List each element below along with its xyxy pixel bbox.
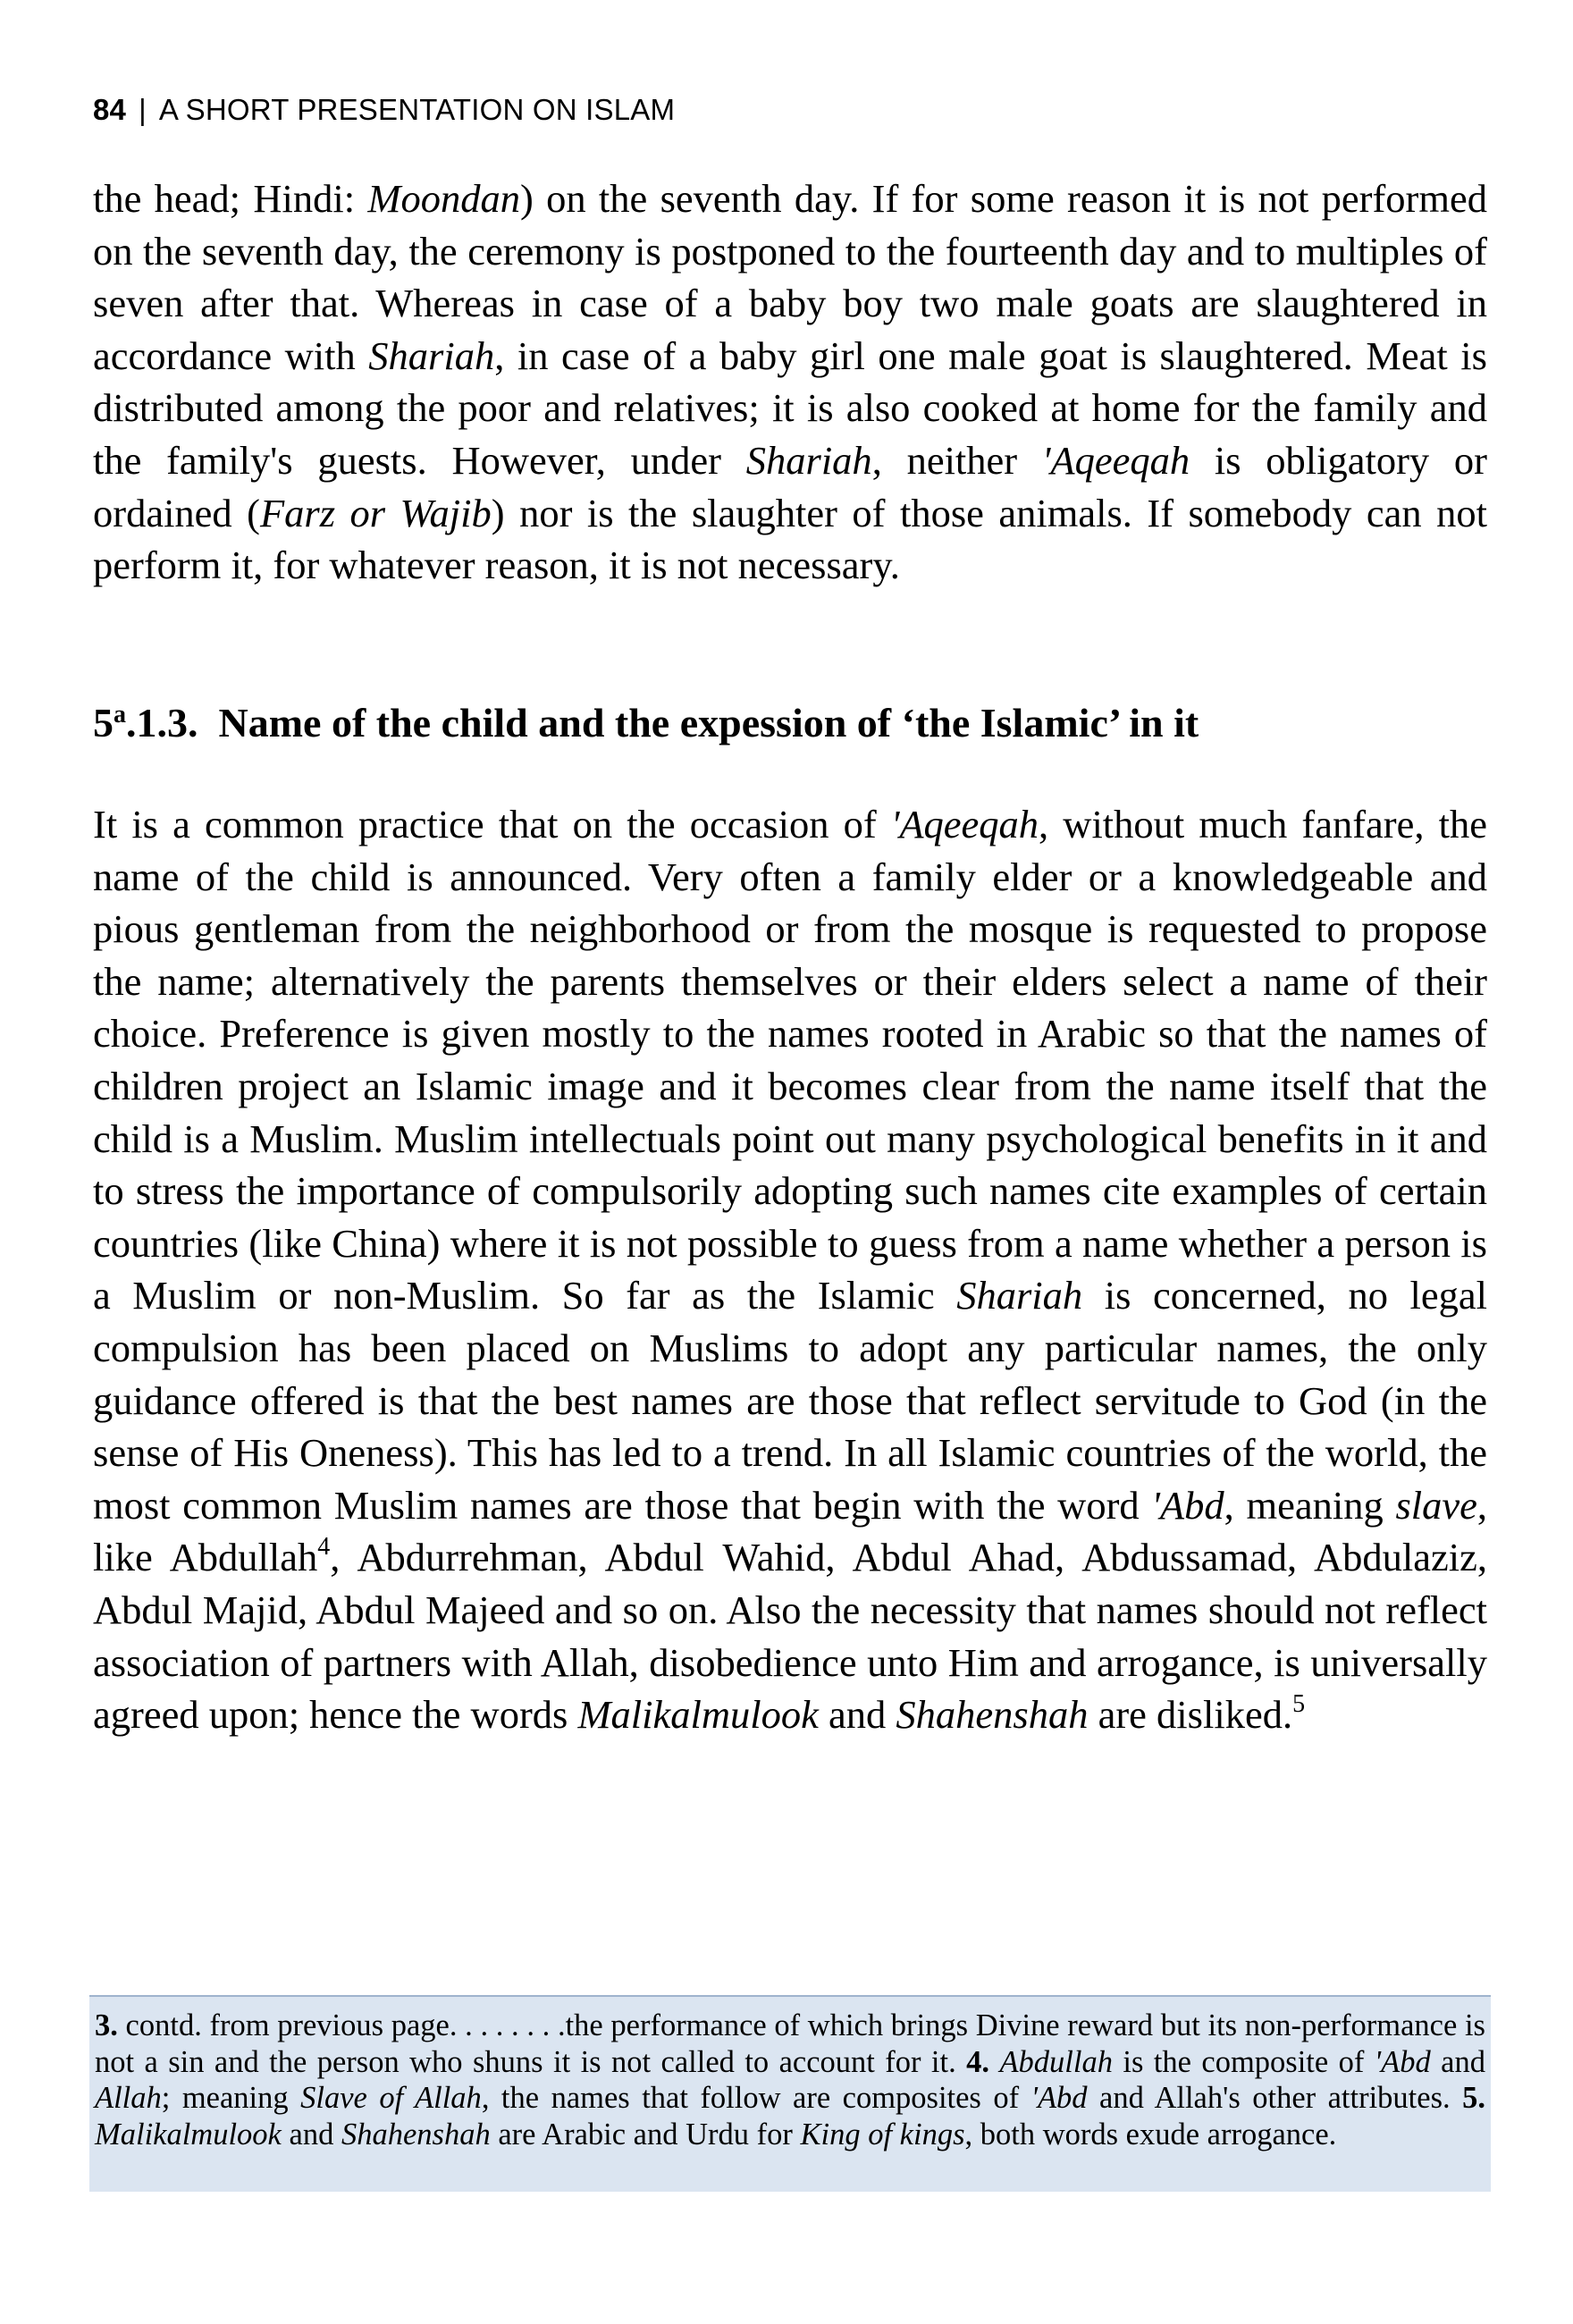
- text: are disliked.: [1088, 1692, 1293, 1738]
- text: , like Abdullah: [93, 1482, 1487, 1580]
- italic-term: 'Abd: [1030, 2081, 1088, 2116]
- footnote-text: , both words exude arrogance.: [964, 2117, 1337, 2151]
- text: and: [818, 1692, 896, 1738]
- italic-term: 'Aqeeqah: [1041, 437, 1190, 483]
- italic-term: Abdullah: [999, 2044, 1113, 2079]
- text: , Abdurrehman, Abdul Wahid, Abdul Ahad, Abdussamad, Abdulaziz, Abdul Majid, Abdul Majeed and so on. Also the necessity that names should not reflect association of partners with Allah, disobedience unto Him and arrogance, is universally agreed upon; hence the words: [93, 1535, 1487, 1738]
- text: the head; Hindi:: [93, 176, 368, 221]
- section-number-rest: .1.3.: [126, 700, 198, 745]
- italic-term: Malikalmulook: [577, 1692, 819, 1738]
- italic-term: 'Abd: [1151, 1482, 1224, 1528]
- footnote-number-3: 3.: [95, 2008, 118, 2042]
- footnote-text: and Allah's other attributes.: [1087, 2081, 1463, 2116]
- footnote-text: [989, 2045, 999, 2079]
- italic-term: Slave of Allah: [300, 2081, 482, 2116]
- text: is obligatory or ordained (: [93, 437, 1487, 535]
- section-heading: [93, 697, 1199, 749]
- footnote-ref-4: 4: [317, 1533, 331, 1562]
- text: , neither: [871, 437, 1042, 483]
- footnote-number-4: 4.: [966, 2044, 990, 2079]
- section-number-superscript: a: [114, 701, 126, 728]
- paragraph-child-name: [93, 798, 1487, 1741]
- italic-term: Shahenshah: [341, 2117, 491, 2151]
- italic-term: Moondan: [367, 176, 520, 221]
- italic-term: King of kings: [800, 2117, 965, 2151]
- footnote-text: and: [1430, 2044, 1485, 2079]
- section-title: Name of the child and the expession of ‘the Islamic’ in it: [218, 700, 1199, 745]
- text: , without much fanfare, the name of the child is announced. Very often a family elder or a knowledgeable and pious gentleman from the neighborhood or from the mosque is requested to propose the name; alternatively the parents themselves or their elders select a name of their choice. Preference is given mostly to the names rooted in Arabic so that the names of children project an Islamic image and it becomes clear from the name itself that the child is a Muslim. Muslim intellectuals point out many psychological benefits in it and to stress the importance of compulsorily adopting such names cite examples of certain countries (like China) where it is not possible to guess from a name whether a person is a Muslim or non-Muslim. So far as the Islamic: [93, 802, 1487, 1318]
- footnote-text: contd. from previous page. . . . . . . .the performance of which brings Divine reward but its non-performance is not a sin and the person who shuns it is not called to account for it.: [95, 2008, 1485, 2079]
- footnotes-box: [89, 1995, 1491, 2192]
- text: ) nor is the slaughter of those animals. If somebody can not perform it, for whatever reason, it is not necessary.: [93, 490, 1487, 588]
- footnote-number-5: 5.: [1462, 2081, 1486, 2116]
- italic-term: Shariah: [368, 333, 495, 378]
- footnote-text: , the names that follow are composites of: [481, 2081, 1031, 2116]
- italic-term: Shariah: [956, 1273, 1083, 1318]
- text: is concerned, no legal compulsion has been placed on Muslims to adopt any particular names, the only guidance offered is that the best names are those that reflect servitude to God (in the sense of His Oneness). This has led to a trend. In all Islamic countries of the world, the most common Muslim names are those that begin with the word: [93, 1273, 1487, 1528]
- italic-term: Shahenshah: [896, 1692, 1089, 1738]
- text: , in case of a baby girl one male goat is slaughtered. Meat is distributed among the poor and relatives; it is also cooked at home for the family and the family's guests. However, under: [93, 333, 1487, 483]
- text: It is a common practice that on the occasion of: [93, 802, 891, 846]
- running-head: [93, 93, 675, 127]
- italic-term: Shariah: [745, 437, 872, 483]
- italic-term: Malikalmulook: [95, 2117, 282, 2151]
- footnote-text: are Arabic and Urdu for: [490, 2117, 801, 2151]
- header-separator: |: [139, 93, 147, 126]
- footnote-ref-5: 5: [1292, 1690, 1306, 1719]
- text: ) on the seventh day. If for some reason it is not performed on the seventh day, the ceremony is postponed to the fourteenth day and to multiples of seven after that. Whereas in case of a baby boy two male goats are slaughtered in accordance with: [93, 176, 1487, 378]
- footnote-text: is the composite of: [1112, 2044, 1375, 2079]
- italic-term: Farz or Wajib: [259, 490, 492, 535]
- footnote-text: ; meaning: [161, 2081, 301, 2116]
- book-title: A SHORT PRESENTATION ON ISLAM: [158, 93, 676, 126]
- italic-term: slave: [1395, 1482, 1477, 1528]
- text: , meaning: [1224, 1482, 1396, 1528]
- section-number: 5: [93, 700, 114, 745]
- footnote-text: and: [281, 2117, 341, 2151]
- page-number: 84: [93, 93, 127, 126]
- italic-term: Allah: [95, 2081, 162, 2116]
- italic-term: 'Aqeeqah: [890, 802, 1039, 846]
- paragraph-aqeeqah: [93, 173, 1487, 592]
- italic-term: 'Abd: [1374, 2044, 1431, 2079]
